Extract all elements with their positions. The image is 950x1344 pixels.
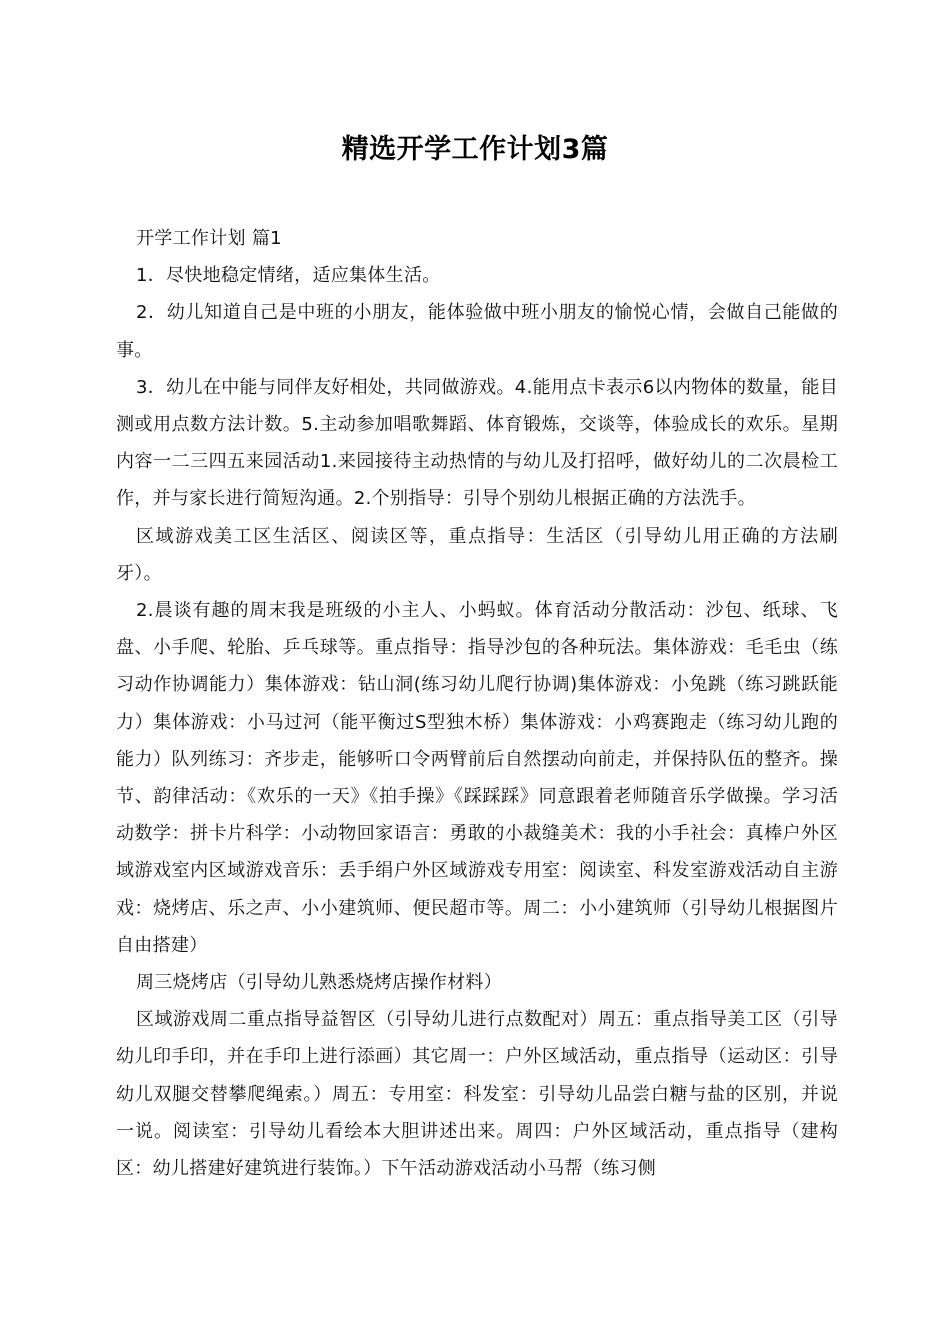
section-heading: 开学工作计划 篇1 <box>136 228 282 249</box>
paragraph: 区域游戏周二重点指导益智区（引导幼儿进行点数配对）周五：重点指导美工区（引导幼儿印手印，并在手印上进行添画）其它周一：户外区域活动，重点指导（运动区：引导幼儿双腿交替攀爬绳索。）周五：专用室：科发室：引导幼儿品尝白糖与盐的区别，并说一说。阅读室：引导幼儿看绘本大胆讲述出来。周四：户外区域活动，重点指导（建构区：幼儿搭建好建筑进行装饰。）下午活动游戏活动小马帮（练习侧 <box>116 1009 838 1180</box>
document-body <box>116 220 838 1187</box>
paragraph: 2．幼儿知道自己是中班的小朋友，能体验做中班小朋友的愉悦心情，会做自己能做的事。 <box>116 302 838 361</box>
paragraph: 1．尽快地稳定情绪，适应集体生活。 <box>136 265 441 287</box>
paragraph: 周三烧烤店（引导幼儿熟悉烧烤店操作材料） <box>136 972 502 994</box>
paragraph: 3．幼儿在中能与同伴友好相处，共同做游戏。4.能用点卡表示6以内物体的数量，能目测或用点数方法计数。5.主动参加唱歌舞蹈、体育锻炼，交谈等，体验成长的欢乐。星期内容一二三四五来园活动1.来园接待主动热情的与幼儿及打招呼，做好幼儿的二次晨检工作，并与家长进行简短沟通。2.个别指导：引导个别幼儿根据正确的方法洗手。 <box>116 376 838 510</box>
paragraph: 区域游戏美工区生活区、阅读区等，重点指导：生活区（引导幼儿用正确的方法刷牙）。 <box>116 525 838 584</box>
document-title: 精选开学工作计划3篇 <box>341 134 609 165</box>
paragraph: 2.晨谈有趣的周末我是班级的小主人、小蚂蚁。体育活动分散活动：沙包、纸球、飞盘、小手爬、轮胎、乒乓球等。重点指导：指导沙包的各种玩法。集体游戏：毛毛虫（练习动作协调能力）集体游戏：钻山洞(练习幼儿爬行协调)集体游戏：小兔跳（练习跳跃能力）集体游戏：小马过河（能平衡过S型独木桥）集体游戏：小鸡赛跑走（练习幼儿跑的能力）队列练习：齐步走，能够听口令两臂前后自然摆动向前走，并保持队伍的整齐。操节、韵律活动：《欢乐的一天》《拍手操》《踩踩踩》同意跟着老师随音乐学做操。学习活动数学：拼卡片科学：小动物回家语言：勇敢的小裁缝美术：我的小手社会：真棒户外区域游戏室内区域游戏音乐：丢手绢户外区域游戏专用室：阅读室、科发室游戏活动自主游戏：烧烤店、乐之声、小小建筑师、便民超市等。周二：小小建筑师（引导幼儿根据图片自由搭建） <box>116 600 838 956</box>
